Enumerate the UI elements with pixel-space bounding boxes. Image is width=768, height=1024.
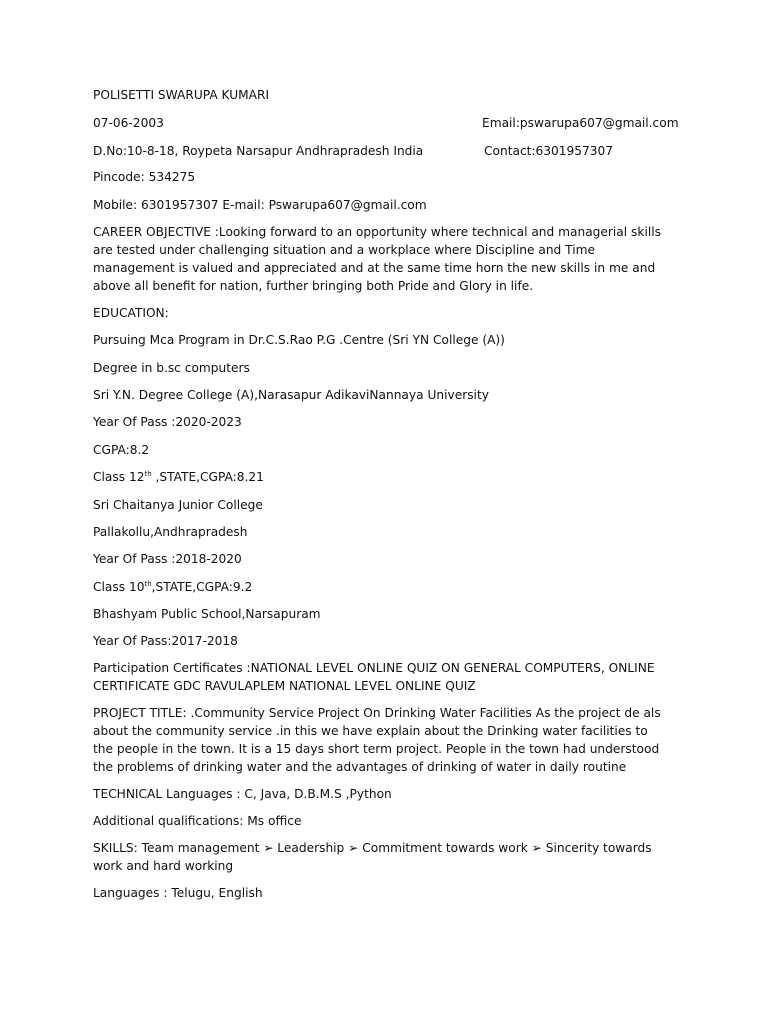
degree-name: Degree in b.sc computers — [93, 361, 250, 375]
mobile-email: Mobile: 6301957307 E-mail: Pswarupa607@gmail.com — [93, 198, 427, 212]
class10-line — [93, 580, 252, 595]
mca-program: Pursuing Mca Program in Dr.C.S.Rao P.G .Centre (Sri YN College (A)) — [93, 333, 505, 347]
address: D.No:10-8-18, Roypeta Narsapur Andhrapradesh India — [93, 144, 424, 158]
spoken-languages: Languages : Telugu, English — [93, 886, 263, 900]
degree-college: Sri Y.N. Degree College (A),Narasapur AdikaviNannaya University — [93, 388, 489, 402]
degree-cgpa: CGPA:8.2 — [93, 443, 150, 457]
class10-superscript: th — [144, 580, 152, 588]
class10-year: Year Of Pass:2017-2018 — [93, 634, 238, 648]
education-heading: EDUCATION: — [93, 306, 169, 320]
contact-number: Contact:6301957307 — [484, 144, 614, 158]
class12-superscript: th — [144, 470, 152, 478]
class10-label: Class 10 — [93, 580, 145, 594]
email-top: Email:pswarupa607@gmail.com — [482, 116, 679, 130]
class10-details: ,STATE,CGPA:9.2 — [151, 580, 253, 594]
project-title: PROJECT TITLE: .Community Service Project On Drinking Water Facilities As the project de als about the community service .in this we have explain about the Drinking water facilities to the people in the town. It is a 15 days short term project. People in the town had understood the problems of drinking water and the advantages of drinking of water in daily routine — [93, 706, 661, 774]
class12-place: Pallakollu,Andhrapradesh — [93, 525, 248, 539]
pincode: Pincode: 534275 — [93, 170, 196, 184]
date-of-birth: 07-06-2003 — [93, 116, 164, 130]
class12-college: Sri Chaitanya Junior College — [93, 498, 263, 512]
class12-line — [93, 470, 264, 485]
technical-languages: TECHNICAL Languages : C, Java, D.B.M.S ,Python — [93, 787, 392, 801]
career-objective: CAREER OBJECTIVE :Looking forward to an opportunity where technical and managerial skills are tested under challenging situation and a workplace where Discipline and Time management is valued and appreciated and at the same time horn the new skills in me and above all benefit for nation, further bringing both Pride and Glory in life. — [93, 225, 661, 293]
class10-school: Bhashyam Public School,Narsapuram — [93, 607, 321, 621]
candidate-name: POLISETTI SWARUPA KUMARI — [93, 88, 270, 102]
degree-year: Year Of Pass :2020-2023 — [93, 415, 242, 429]
class12-details: ,STATE,CGPA:8.21 — [151, 470, 264, 484]
skills: SKILLS: Team management ➢ Leadership ➢ Commitment towards work ➢ Sincerity towards work and hard working — [93, 841, 652, 873]
class12-year: Year Of Pass :2018-2020 — [93, 552, 242, 566]
participation-certificates: Participation Certificates :NATIONAL LEVEL ONLINE QUIZ ON GENERAL COMPUTERS, ONLINE CERTIFICATE GDC RAVULAPLEM NATIONAL LEVEL ONLINE QUIZ — [93, 661, 655, 693]
class12-label: Class 12 — [93, 470, 145, 484]
additional-qualifications: Additional qualifications: Ms office — [93, 814, 302, 828]
